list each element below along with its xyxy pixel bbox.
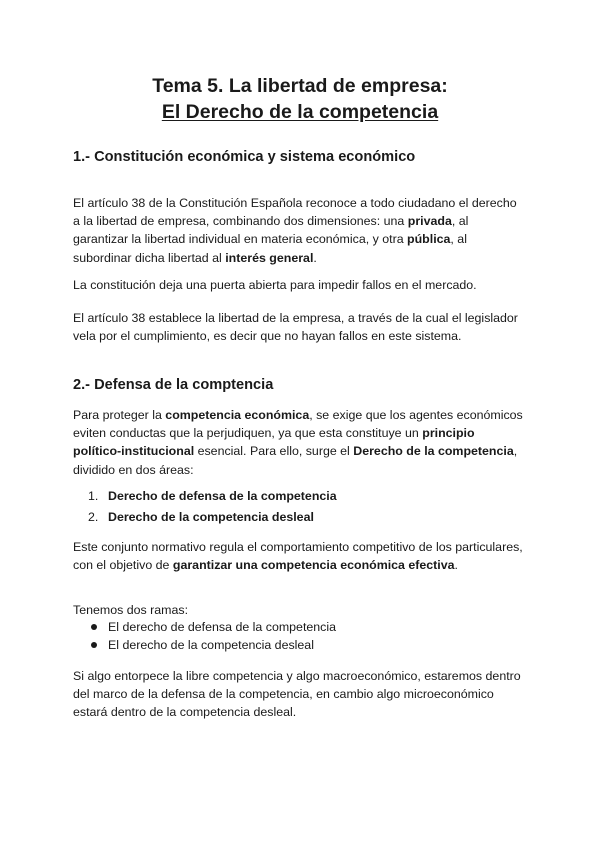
ordered-list-item xyxy=(88,507,337,528)
bold-text: garantizar una competencia económica efectiva xyxy=(172,558,455,573)
text-run: , se exige que los agentes económicos eviten conductas que la perjudiquen, ya que esta constituye un xyxy=(73,408,523,441)
text-run: esencial. Para ello, surge el xyxy=(194,444,354,459)
bold-text: interés general xyxy=(225,250,314,265)
list-item-text: Derecho de defensa de la competencia xyxy=(108,489,337,503)
bullet-list-item xyxy=(88,636,336,654)
section2-paragraph-1 xyxy=(73,406,523,479)
page-title: Tema 5. La libertad de empresa: xyxy=(152,75,448,97)
bold-text: privada xyxy=(407,214,452,229)
text-run: Para proteger la xyxy=(73,408,166,422)
section2-paragraph-2 xyxy=(73,538,523,574)
bullet-icon xyxy=(91,624,97,630)
section1-paragraph-2: La constitución deja una puerta abierta para impedir fallos en el mercado. xyxy=(73,278,477,292)
text-run: El artículo 38 de la Constitución Española reconoce a todo ciudadano el derecho a la libertad de empresa, combinando dos dimensiones: una xyxy=(73,196,517,229)
bold-text: competencia económica xyxy=(165,408,310,422)
ordered-list xyxy=(88,486,337,528)
section1-paragraph-3: El artículo 38 establece la libertad de la empresa, a través de la cual el legislador vela por el cumplimiento, es decir que no hayan fallos en este sistema. xyxy=(73,311,518,344)
text-run: . xyxy=(313,250,317,265)
page-subtitle: El Derecho de la competencia xyxy=(161,101,439,123)
list-number: 2. xyxy=(88,510,99,524)
text-run: Este conjunto normativo regula el comportamiento competitivo de los particulares, con el objetivo de xyxy=(73,540,523,573)
list-number: 1. xyxy=(88,489,99,503)
list-item-text: El derecho de la competencia desleal xyxy=(108,638,314,653)
bullet-icon xyxy=(91,642,97,648)
list-item-text: Derecho de la competencia desleal xyxy=(108,510,314,524)
section2-paragraph-3: Tenemos dos ramas: xyxy=(73,603,189,617)
bullet-list xyxy=(88,618,336,654)
text-run: , dividido en dos áreas: xyxy=(73,444,518,477)
ordered-list-item xyxy=(88,486,337,507)
bullet-list-item xyxy=(88,618,336,636)
text-run: . xyxy=(454,558,458,573)
bold-text: pública xyxy=(407,232,451,247)
bold-text: principio político-institucional xyxy=(73,426,475,459)
section2-heading: 2.- Defensa de la comptencia xyxy=(73,377,274,393)
bold-text: Derecho de la competencia xyxy=(353,444,514,459)
text-run: , al garantizar la libertad individual en materia económica, y otra xyxy=(73,214,469,247)
text-run: , al subordinar dicha libertad al xyxy=(73,232,467,265)
list-item-text: El derecho de defensa de la competencia xyxy=(108,620,337,634)
section2-paragraph-4: Si algo entorpece la libre competencia y algo macroeconómico, estaremos dentro del marco de la defensa de la competencia, en cambio algo microeconómico estará dentro de la competencia desleal. xyxy=(73,669,521,720)
section1-heading: 1.- Constitución económica y sistema económico xyxy=(73,149,416,165)
section1-paragraph-1 xyxy=(73,194,523,267)
